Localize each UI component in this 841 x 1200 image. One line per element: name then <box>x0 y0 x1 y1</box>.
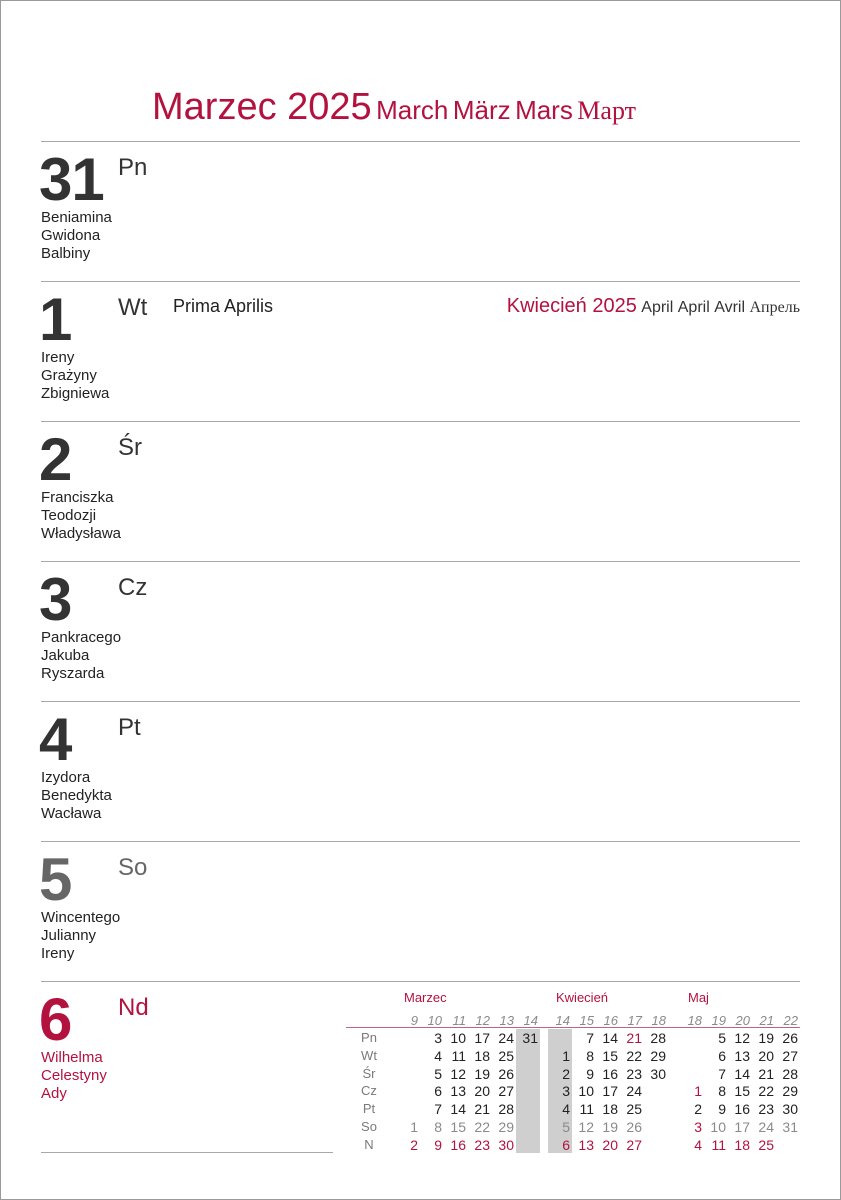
notes-line <box>41 1152 333 1153</box>
mini-day-name: Pn <box>361 1030 377 1045</box>
mini-day-name: Śr <box>362 1065 376 1081</box>
name-day: Julianny <box>41 927 97 944</box>
mini-date: 29 <box>498 1119 514 1135</box>
mini-date: 25 <box>626 1101 642 1118</box>
mini-date: 1 <box>410 1119 418 1135</box>
week-number: 17 <box>627 1013 642 1028</box>
mini-date: 2 <box>562 1065 570 1082</box>
month-title-ru: Март <box>577 96 636 125</box>
day-number: 3 <box>39 566 72 633</box>
name-day: Wacława <box>41 805 102 822</box>
mini-date: 30 <box>650 1065 666 1082</box>
mini-date: 25 <box>758 1136 774 1153</box>
mini-date: 12 <box>578 1119 594 1135</box>
mini-date: 24 <box>758 1119 774 1135</box>
name-day: Franciszka <box>41 489 114 506</box>
week-number: 12 <box>475 1013 490 1028</box>
mini-date: 27 <box>782 1047 798 1064</box>
mini-date: 10 <box>450 1030 466 1046</box>
mini-date: 12 <box>450 1065 466 1082</box>
name-day: Ady <box>41 1085 67 1102</box>
mini-date: 18 <box>734 1136 750 1153</box>
mini-date: 4 <box>562 1101 570 1118</box>
mini-date: 13 <box>450 1083 466 1100</box>
mini-date: 19 <box>758 1030 774 1046</box>
name-day: Benedykta <box>41 787 112 804</box>
mini-date: 14 <box>602 1030 618 1046</box>
day-number: 4 <box>39 706 72 773</box>
mini-date: 29 <box>782 1083 798 1100</box>
mini-date: 6 <box>434 1083 442 1100</box>
holiday-event: Prima Aprilis <box>173 296 274 316</box>
mini-date: 7 <box>586 1030 594 1046</box>
mini-date: 3 <box>562 1083 570 1100</box>
mini-date: 23 <box>758 1101 774 1118</box>
week-number: 9 <box>410 1013 418 1028</box>
day-block <box>41 142 800 280</box>
name-day: Ryszarda <box>41 665 105 682</box>
mini-date: 11 <box>711 1136 726 1153</box>
mini-date: 20 <box>758 1047 774 1064</box>
highlight-week-column <box>516 1029 540 1153</box>
mini-date: 15 <box>450 1119 466 1135</box>
day-number: 31 <box>39 146 104 213</box>
mini-date: 21 <box>758 1065 774 1082</box>
mini-date: 16 <box>602 1065 618 1082</box>
month-title: Marzec 2025 <box>152 86 372 128</box>
next-month-ru: Апрель <box>749 299 800 316</box>
mini-date: 1 <box>694 1083 702 1100</box>
mini-date: 20 <box>602 1136 618 1153</box>
name-day: Celestyny <box>41 1067 107 1084</box>
name-day: Wincentego <box>41 909 121 926</box>
mini-day-name: Pt <box>362 1101 376 1117</box>
mini-date: 5 <box>718 1030 726 1046</box>
week-number: 22 <box>783 1013 798 1028</box>
day-block-saturday <box>41 842 800 980</box>
name-days <box>41 489 121 543</box>
mini-date: 16 <box>450 1136 466 1153</box>
day-block <box>41 422 800 560</box>
name-day: Władysława <box>41 525 122 542</box>
day-block <box>41 702 800 840</box>
mini-date: 7 <box>434 1101 442 1118</box>
mini-day-name: Wt <box>361 1047 377 1063</box>
mini-date: 8 <box>434 1119 442 1135</box>
month-title-fr: Mars <box>515 95 573 125</box>
mini-date: 17 <box>734 1119 750 1135</box>
name-day: Zbigniewa <box>41 385 110 402</box>
mini-date: 9 <box>586 1065 594 1082</box>
name-day: Izydora <box>41 769 91 786</box>
mini-date: 25 <box>498 1047 514 1064</box>
mini-date: 8 <box>586 1047 594 1064</box>
mini-date: 22 <box>758 1083 774 1100</box>
week-number: 20 <box>735 1013 750 1028</box>
mini-date: 26 <box>782 1030 798 1046</box>
mini-date: 9 <box>718 1101 726 1118</box>
mini-date: 11 <box>451 1047 466 1064</box>
mini-date: 15 <box>734 1083 750 1100</box>
mini-date: 30 <box>782 1101 798 1118</box>
mini-date: 16 <box>734 1101 750 1118</box>
name-days <box>41 769 112 823</box>
week-number: 14 <box>555 1013 570 1028</box>
mini-date: 17 <box>602 1083 618 1100</box>
weekday: Śr <box>118 434 142 461</box>
month-title-de: März <box>452 95 511 125</box>
mini-date: 10 <box>710 1119 726 1135</box>
next-month-fr: Avril <box>714 299 746 316</box>
mini-date: 13 <box>734 1047 750 1064</box>
mini-date: 2 <box>410 1136 418 1153</box>
name-day: Pankracego <box>41 629 122 646</box>
name-days <box>41 209 112 263</box>
week-number: 11 <box>452 1013 466 1028</box>
name-day: Jakuba <box>41 647 90 664</box>
day-block <box>41 562 800 700</box>
mini-month-name: Maj <box>688 990 709 1005</box>
mini-date: 14 <box>734 1065 750 1082</box>
week-number: 16 <box>603 1013 618 1028</box>
weekday: Wt <box>118 294 148 321</box>
weekday: So <box>118 854 148 881</box>
mini-date: 17 <box>474 1030 490 1046</box>
week-number: 14 <box>523 1013 538 1028</box>
weekday: Nd <box>118 994 149 1021</box>
mini-date: 19 <box>474 1065 490 1082</box>
name-day: Balbiny <box>41 245 91 262</box>
name-days <box>41 629 121 683</box>
mini-date: 14 <box>450 1101 466 1118</box>
day-number: 6 <box>39 986 72 1053</box>
mini-date: 6 <box>718 1047 726 1064</box>
mini-date: 27 <box>498 1083 514 1100</box>
name-day: Ireny <box>41 945 75 962</box>
mini-date: 7 <box>718 1065 726 1082</box>
mini-day-name: Cz <box>361 1083 377 1099</box>
mini-calendar <box>346 986 800 1156</box>
mini-date: 3 <box>694 1119 702 1135</box>
day-number: 5 <box>39 846 72 913</box>
mini-date: 24 <box>498 1030 514 1046</box>
name-day: Teodozji <box>41 507 97 524</box>
next-month-name: Kwiecień 2025 <box>506 295 637 317</box>
mini-date: 1 <box>562 1047 570 1064</box>
name-day: Ireny <box>41 349 75 366</box>
day-block <box>41 282 800 420</box>
week-number: 21 <box>759 1013 774 1028</box>
week-number: 19 <box>711 1013 726 1028</box>
name-day: Grażyny <box>41 367 97 384</box>
next-month-de: April <box>677 299 710 316</box>
mini-date: 23 <box>626 1065 642 1082</box>
day-number: 1 <box>39 286 72 353</box>
mini-date: 19 <box>602 1119 618 1135</box>
week-number: 15 <box>579 1013 594 1028</box>
mini-date: 9 <box>434 1136 442 1153</box>
mini-month-name: Marzec <box>404 990 447 1005</box>
mini-date: 30 <box>498 1136 514 1153</box>
mini-date: 12 <box>734 1030 750 1046</box>
day-number: 2 <box>39 426 72 493</box>
mini-date: 26 <box>498 1065 514 1082</box>
month-title-en: March <box>376 95 449 125</box>
mini-date: 6 <box>562 1136 570 1153</box>
next-month-title <box>507 295 800 318</box>
weekday: Pn <box>118 154 148 181</box>
mini-date: 5 <box>434 1065 442 1082</box>
mini-day-name: So <box>361 1119 377 1134</box>
mini-date: 22 <box>626 1047 642 1064</box>
mini-day-name: N <box>364 1136 374 1152</box>
weekday: Pt <box>118 714 141 741</box>
week-number: 18 <box>687 1013 702 1028</box>
weekday: Cz <box>118 574 148 601</box>
mini-date: 27 <box>626 1136 642 1153</box>
name-days <box>41 349 109 403</box>
mini-date: 24 <box>626 1083 642 1100</box>
mini-date: 28 <box>650 1030 666 1046</box>
mini-date: 31 <box>782 1119 798 1135</box>
mini-date: 18 <box>602 1101 618 1118</box>
mini-date: 23 <box>474 1136 490 1153</box>
mini-date: 26 <box>626 1119 642 1135</box>
week-number: 18 <box>651 1013 666 1028</box>
mini-date: 22 <box>474 1119 490 1135</box>
name-day: Beniamina <box>41 209 112 226</box>
mini-date: 29 <box>650 1047 666 1064</box>
mini-date: 10 <box>578 1083 594 1100</box>
mini-date: 21 <box>626 1030 642 1046</box>
name-days <box>41 1049 107 1103</box>
page-header <box>152 86 636 129</box>
next-month-en: April <box>641 299 674 316</box>
mini-date: 4 <box>694 1136 702 1153</box>
mini-date: 2 <box>694 1101 702 1118</box>
mini-date: 8 <box>718 1083 726 1100</box>
mini-date: 5 <box>562 1119 570 1135</box>
mini-date: 3 <box>434 1030 442 1046</box>
mini-date: 28 <box>782 1065 798 1082</box>
name-day: Gwidona <box>41 227 101 244</box>
mini-date: 4 <box>434 1047 442 1064</box>
mini-date: 28 <box>498 1101 514 1118</box>
week-number: 13 <box>499 1013 514 1028</box>
mini-date: 11 <box>579 1101 594 1118</box>
mini-date: 13 <box>578 1136 594 1153</box>
name-day: Wilhelma <box>41 1049 103 1066</box>
mini-date: 21 <box>474 1101 490 1118</box>
mini-date: 18 <box>474 1047 490 1064</box>
mini-date: 31 <box>522 1030 538 1046</box>
name-days <box>41 909 120 963</box>
mini-date: 20 <box>474 1083 490 1100</box>
mini-month-name: Kwiecień <box>556 990 609 1005</box>
mini-date: 15 <box>602 1047 618 1064</box>
week-number: 10 <box>427 1013 442 1028</box>
